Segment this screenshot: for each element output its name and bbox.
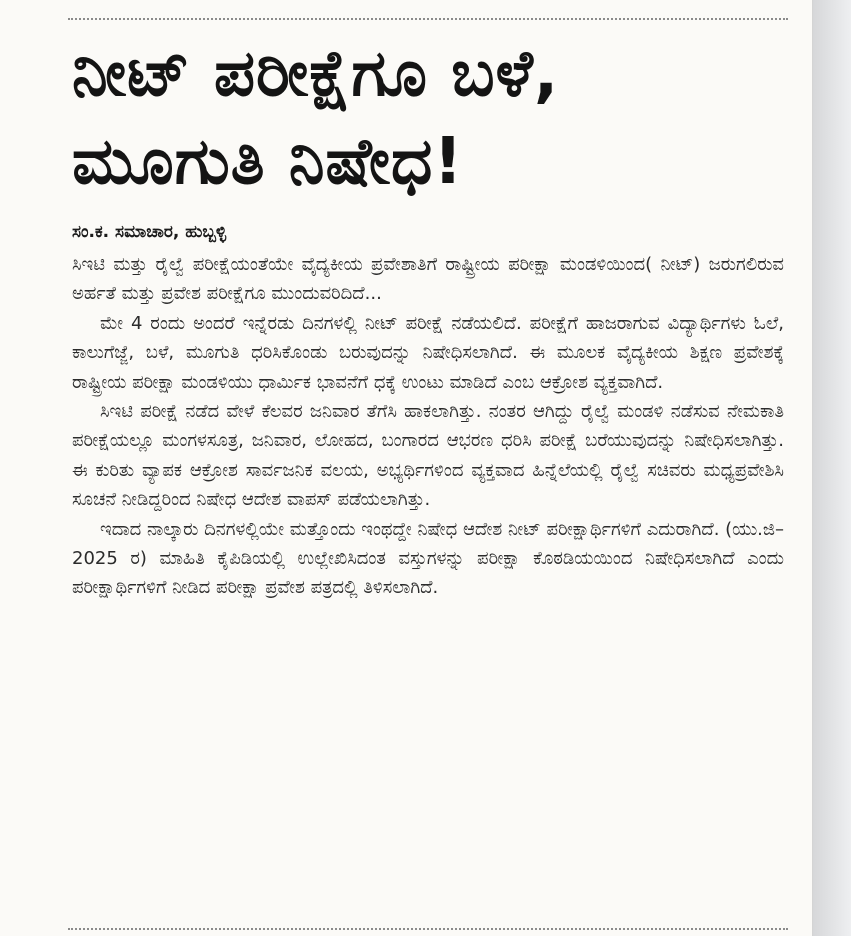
- byline: ಸಂ.ಕ. ಸಮಾಚಾರ, ಹುಬ್ಬಳ್ಳಿ: [72, 222, 227, 242]
- top-dotted-rule: [68, 18, 788, 20]
- headline: [72, 30, 792, 206]
- paragraph-1: ಸಿಇಟಿ ಮತ್ತು ರೈಲ್ವೆ ಪರೀಕ್ಷೆಯಂತೆಯೇ ವೈದ್ಯಕೀಯ ಪ್ರವೇಶಾತಿಗೆ ರಾಷ್ಟ್ರೀಯ ಪರೀಕ್ಷಾ ಮಂಡಳಿಯಿಂದ( ನೀಟ್) ಜರುಗಲಿರುವ ಅರ್ಹತೆ ಮತ್ತು ಪ್ರವೇಶ ಪರೀಕ್ಷೆಗೂ ಮುಂದುವರಿದಿದೆ...: [72, 254, 784, 305]
- paragraph-3: ಸಿಇಟಿ ಪರೀಕ್ಷೆ ನಡೆದ ವೇಳೆ ಕೆಲವರ ಜನಿವಾರ ತೆಗೆಸಿ ಹಾಕಲಾಗಿತ್ತು. ನಂತರ ಆಗಿದ್ದು ರೈಲ್ವೆ ಮಂಡಳಿ ನಡೆಸುವ ನೇಮಕಾತಿ ಪರೀಕ್ಷೆಯಲ್ಲೂ ಮಂಗಳಸೂತ್ರ, ಜನಿವಾರ, ಲೋಹದ, ಬಂಗಾರದ ಆಭರಣ ಧರಿಸಿ ಪರೀಕ್ಷೆ ಬರೆಯುವುದನ್ನು ನಿಷೇಧಿಸಲಾಗಿತ್ತು. ಈ ಕುರಿತು ವ್ಯಾಪಕ ಆಕ್ರೋಶ ಸಾರ್ವಜನಿಕ ವಲಯ, ಅಭ್ಯರ್ಥಿಗಳಿಂದ ವ್ಯಕ್ತವಾದ ಹಿನ್ನೆಲೆಯಲ್ಲಿ ರೈಲ್ವೆ ಸಚಿವರು ಮಧ್ಯಪ್ರವೇಶಿಸಿ ಸೂಚನೆ ನೀಡಿದ್ದರಿಂದ ನಿಷೇಧ ಆದೇಶ ವಾಪಸ್ ಪಡೆಯಲಾಗಿತ್ತು.: [72, 401, 784, 511]
- paragraph-4: ಇದಾದ ನಾಲ್ಕಾರು ದಿನಗಳಲ್ಲಿಯೇ ಮತ್ತೊಂದು ಇಂಥದ್ದೇ ನಿಷೇಧ ಆದೇಶ ನೀಟ್ ಪರೀಕ್ಷಾರ್ಥಿಗಳಿಗೆ ಎದುರಾಗಿದೆ. (ಯು.ಜಿ–2025 ರ) ಮಾಹಿತಿ ಕೈಪಿಡಿಯಲ್ಲಿ ಉಲ್ಲೇಖಿಸಿದಂತ ವಸ್ತುಗಳನ್ನು ಪರೀಕ್ಷಾ ಕೊಠಡಿಯಯಿಂದ ನಿಷೇಧಿಸಲಾಗಿದೆ ಎಂದು ಪರೀಕ್ಷಾರ್ಥಿಗಳಿಗೆ ನೀಡಿದ ಪರೀಕ್ಷಾ ಪ್ರವೇಶ ಪತ್ರದಲ್ಲಿ ತಿಳಿಸಲಾಗಿದೆ.: [72, 518, 784, 599]
- paragraph-2: ಮೇ 4 ರಂದು ಅಂದರೆ ಇನ್ನೆರಡು ದಿನಗಳಲ್ಲಿ ನೀಟ್ ಪರೀಕ್ಷೆ ನಡೆಯಲಿದೆ. ಪರೀಕ್ಷೆಗೆ ಹಾಜರಾಗುವ ವಿದ್ಯಾರ್ಥಿಗಳು ಓಲೆ, ಕಾಲುಗೆಜ್ಜೆ, ಬಳೆ, ಮೂಗುತಿ ಧರಿಸಿಕೊಂಡು ಬರುವುದನ್ನು ನಿಷೇಧಿಸಲಾಗಿದೆ. ಈ ಮೂಲಕ ವೈದ್ಯಕೀಯ ಶಿಕ್ಷಣ ಪ್ರವೇಶಕ್ಕೆ ರಾಷ್ಟ್ರೀಯ ಪರೀಕ್ಷಾ ಮಂಡಳಿಯು ಧಾರ್ಮಿಕ ಭಾವನೆಗೆ ಧಕ್ಕೆ ಉಂಟು ಮಾಡಿದೆ ಎಂಬ ಆಕ್ರೋಶ ವ್ಯಕ್ತವಾಗಿದೆ.: [72, 312, 784, 393]
- headline-line-2: ಮೂಗುತಿ ನಿಷೇಧ!: [72, 125, 464, 199]
- headline-line-1: ನೀಟ್ ಪರೀಕ್ಷೆಗೂ ಬಳೆ,: [72, 37, 560, 111]
- bottom-dotted-rule: [68, 928, 788, 930]
- article-body: [72, 250, 784, 603]
- background-edge: [813, 0, 851, 936]
